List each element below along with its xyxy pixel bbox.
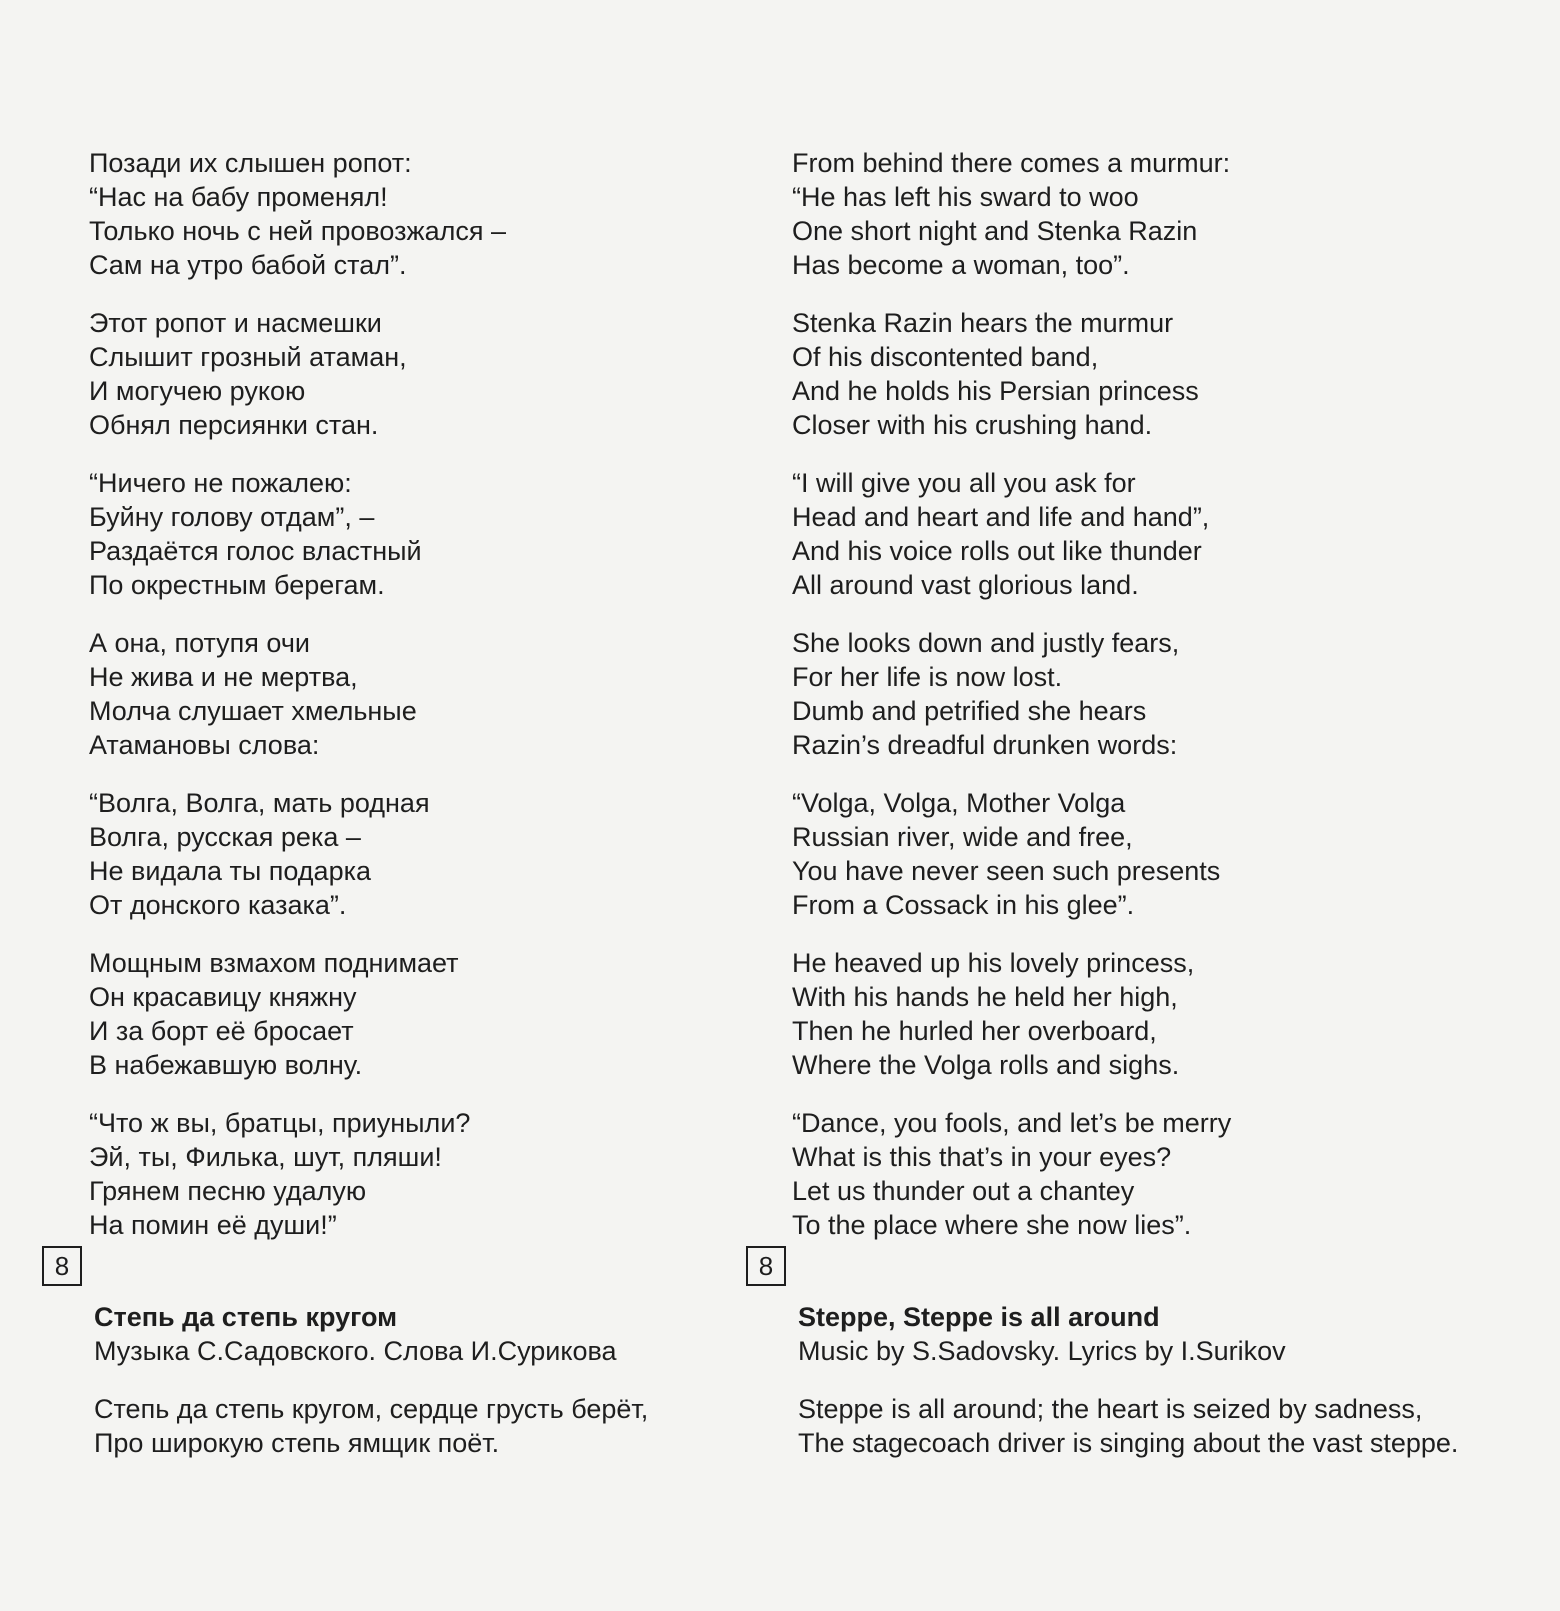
verse-line: Steppe is all around; the heart is seized by sadness, xyxy=(798,1394,1423,1424)
verse-line: And his voice rolls out like thunder xyxy=(792,536,1202,566)
verse-line: Head and heart and life and hand”, xyxy=(792,502,1210,532)
verse-line: Then he hurled her overboard, xyxy=(792,1016,1157,1046)
verse-line: Волга, русская река – xyxy=(89,822,361,852)
verse-en-3 xyxy=(792,466,1492,602)
verse-line: What is this that’s in your eyes? xyxy=(792,1142,1172,1172)
verse-line: Этот ропот и насмешки xyxy=(89,308,382,338)
verse-line: Эй, ты, Филька, шут, пляши! xyxy=(89,1142,442,1172)
verse-ru-3 xyxy=(89,466,789,602)
verse-line: От донского казака”. xyxy=(89,890,347,920)
verse-line: Has become a woman, too”. xyxy=(792,250,1130,280)
verse-line: Только ночь с ней провозжался – xyxy=(89,216,506,246)
verse-line: Слышит грозный атаман, xyxy=(89,342,407,372)
verse-ru-4 xyxy=(89,626,789,762)
verse-en-7 xyxy=(792,1106,1492,1242)
verse-ru-2 xyxy=(89,306,789,442)
verse-line: With his hands he held her high, xyxy=(792,982,1178,1012)
track-number-box: 8 xyxy=(746,1246,786,1286)
verse-line: Let us thunder out a chantey xyxy=(792,1176,1135,1206)
track-section-en xyxy=(746,1246,1459,1460)
verse-line: “Что ж вы, братцы, приуныли? xyxy=(89,1108,471,1138)
verse-line: From a Cossack in his glee”. xyxy=(792,890,1135,920)
verse-line: Позади их слышен ропот: xyxy=(89,148,412,178)
verse-line: Грянем песню удалую xyxy=(89,1176,367,1206)
verse-line: Обнял персиянки стан. xyxy=(89,410,379,440)
verse-line: All around vast glorious land. xyxy=(792,570,1139,600)
verse-line: One short night and Stenka Razin xyxy=(792,216,1198,246)
verse-line: “Волга, Волга, мать родная xyxy=(89,788,430,818)
verse-line: Буйну голову отдам”, – xyxy=(89,502,375,532)
verse-line: Атамановы слова: xyxy=(89,730,320,760)
verse-en-5 xyxy=(792,786,1492,922)
verse-line: Сам на утро бабой стал”. xyxy=(89,250,407,280)
song-first-verse xyxy=(94,1392,742,1460)
verse-line: Не видала ты подарка xyxy=(89,856,372,886)
verse-line: Of his discontented band, xyxy=(792,342,1099,372)
song-credits: Музыка С.Садовского. Слова И.Сурикова xyxy=(94,1336,617,1366)
verse-line: Раздаётся голос властный xyxy=(89,536,422,566)
verse-line: Where the Volga rolls and sighs. xyxy=(792,1050,1180,1080)
verse-ru-5 xyxy=(89,786,789,922)
verse-line: Не жива и не мертва, xyxy=(89,662,358,692)
verse-line: Stenka Razin hears the murmur xyxy=(792,308,1174,338)
verse-line: Мощным взмахом поднимает xyxy=(89,948,459,978)
verse-ru-7 xyxy=(89,1106,789,1242)
verse-line: В набежавшую волну. xyxy=(89,1050,363,1080)
verse-line: From behind there comes a murmur: xyxy=(792,148,1231,178)
verse-line: Dumb and petrified she hears xyxy=(792,696,1147,726)
verse-line: По окрестным берегам. xyxy=(89,570,385,600)
verse-line: “I will give you all you ask for xyxy=(792,468,1136,498)
song-credits: Music by S.Sadovsky. Lyrics by I.Surikov xyxy=(798,1336,1286,1366)
verse-line: She looks down and justly fears, xyxy=(792,628,1180,658)
verse-line: Closer with his crushing hand. xyxy=(792,410,1153,440)
verse-line: To the place where she now lies”. xyxy=(792,1210,1192,1240)
track-section-ru xyxy=(42,1246,742,1460)
verse-line: “Нас на бабу променял! xyxy=(89,182,388,212)
verse-en-4 xyxy=(792,626,1492,762)
verse-line: For her life is now lost. xyxy=(792,662,1063,692)
verse-line: You have never seen such presents xyxy=(792,856,1221,886)
verse-line: “Volga, Volga, Mother Volga xyxy=(792,788,1126,818)
verse-line: The stagecoach driver is singing about the vast steppe. xyxy=(798,1428,1459,1458)
verse-en-2 xyxy=(792,306,1492,442)
russian-lyrics-column xyxy=(89,146,789,1266)
verse-line: И за борт её бросает xyxy=(89,1016,354,1046)
verse-ru-6 xyxy=(89,946,789,1082)
verse-line: А она, потупя очи xyxy=(89,628,310,658)
verse-line: “He has left his sward to woo xyxy=(792,182,1139,212)
english-lyrics-column xyxy=(792,146,1492,1266)
verse-line: Russian river, wide and free, xyxy=(792,822,1133,852)
song-title: Степь да степь кругом xyxy=(94,1302,398,1332)
song-title: Steppe, Steppe is all around xyxy=(798,1302,1160,1332)
verse-line: На помин её души!” xyxy=(89,1210,337,1240)
verse-line: Он красавицу княжну xyxy=(89,982,357,1012)
verse-line: И могучею рукою xyxy=(89,376,306,406)
song-first-verse xyxy=(798,1392,1459,1460)
verse-line: “Ничего не пожалею: xyxy=(89,468,352,498)
verse-line: Razin’s dreadful drunken words: xyxy=(792,730,1178,760)
track-number-box: 8 xyxy=(42,1246,82,1286)
verse-line: Про широкую степь ямщик поёт. xyxy=(94,1428,500,1458)
verse-line: “Dance, you fools, and let’s be merry xyxy=(792,1108,1232,1138)
verse-line: Молча слушает хмельные xyxy=(89,696,417,726)
verse-line: And he holds his Persian princess xyxy=(792,376,1199,406)
verse-en-6 xyxy=(792,946,1492,1082)
verse-en-1 xyxy=(792,146,1492,282)
verse-ru-1 xyxy=(89,146,789,282)
verse-line: He heaved up his lovely princess, xyxy=(792,948,1195,978)
verse-line: Степь да степь кругом, сердце грусть берёт, xyxy=(94,1394,649,1424)
